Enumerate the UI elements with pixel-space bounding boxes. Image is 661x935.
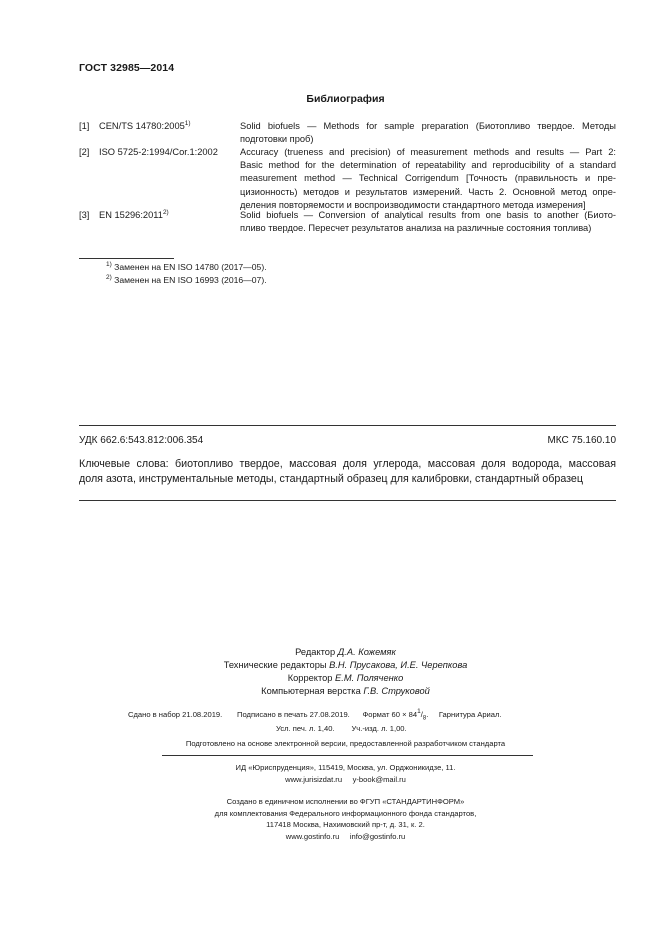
print-info-line-1: Сдано в набор 21.08.2019. Подписано в печать 27.08.2019. Формат $60 \times 84^1/_8$. Гарнитура Ариал. [128,708,502,722]
print-info-line-2: Усл. печ. л. 1,40. Уч.-изд. л. 1,00. [276,724,407,733]
item-reference: ISO 5725-2:1994/Cor.1:2002 [99,147,218,157]
credits [0,646,661,698]
keywords: Ключевые слова: биотопливо твердое, массовая доля углерода, массовая доля водорода, массовая доля азота, инструментальные методы, стандартный образец для калибровки, стандартный образец [79,458,616,485]
item-description: Solid biofuels — Conversion of analytical results from one basis to another (Биото- пливо твердое. Пересчет результатов анализа на различные состояния топлива) [240,210,616,234]
publisher-info: ИД «Юриспруденция», 115419, Москва, ул. Орджоникидзе, 11. www.jurisizdat.ru y-book@mail.ru [235,763,456,784]
editor-line: Редактор Д.А. Кожемяк [295,647,396,657]
udk-code: УДК 662.6:543.812:006.354 [79,435,204,446]
layout-line: Компьютерная верстка Г.В. Струковой [261,686,430,696]
bibliography-title: Библиография [306,93,385,105]
prepared-note: Подготовлено на основе электронной версии, предоставленной разработчиком стандарта [185,739,506,748]
section-divider [162,755,533,756]
section-divider [79,500,616,501]
standard-number: ГОСТ 32985—2014 [79,62,175,74]
section-divider [79,425,616,426]
mks-code: МКС 75.160.10 [547,435,616,446]
item-number: [2] [79,147,90,157]
item-description: Accuracy (trueness and precision) of measurement methods and results — Part 2: Basic method for the determination of repeatability and reproducibility of a standard measurement method — Technical Corrigendum [Точность (правильность и пре- цизионность) методов и результатов измерений. Часть 2. Основной метод опре- деления повторяемости и воспроизводимости стандартного метода измерения] [240,147,616,210]
item-number: [3] [79,210,90,220]
footnote-mark: 1) [184,120,191,127]
footnote-mark: 2) [162,209,169,216]
item-number: [1] [79,121,90,131]
footnote-divider [79,258,174,259]
item-reference: CEN/TS 14780:2005$^{1)}$ [99,120,191,131]
tech-editors-line: Технические редакторы В.Н. Прусакова, И.Е. Черепкова [223,660,468,670]
printer-info: Создано в единичном исполнении во ФГУП «СТАНДАРТИНФОРМ» для комплектования Федерального информационного фонда стандартов, 117418 Москва, Нахимовский пр-т, д. 31, к. 2. www.gostinfo.ru info@gostinfo.ru [214,797,477,841]
item-reference: EN 15296:2011$^{2)}$ [99,209,169,220]
item-description: Solid biofuels — Methods for sample preparation (Биотопливо твердое. Методы подготовки проб) [240,121,616,145]
corrector-line: Корректор Е.М. Поляченко [287,673,404,683]
footnote: $^{1)}$ Заменен на EN ISO 14780 (2017—05). [106,261,267,272]
footnote: $^{2)}$ Заменен на EN ISO 16993 (2016—07). [106,274,267,285]
